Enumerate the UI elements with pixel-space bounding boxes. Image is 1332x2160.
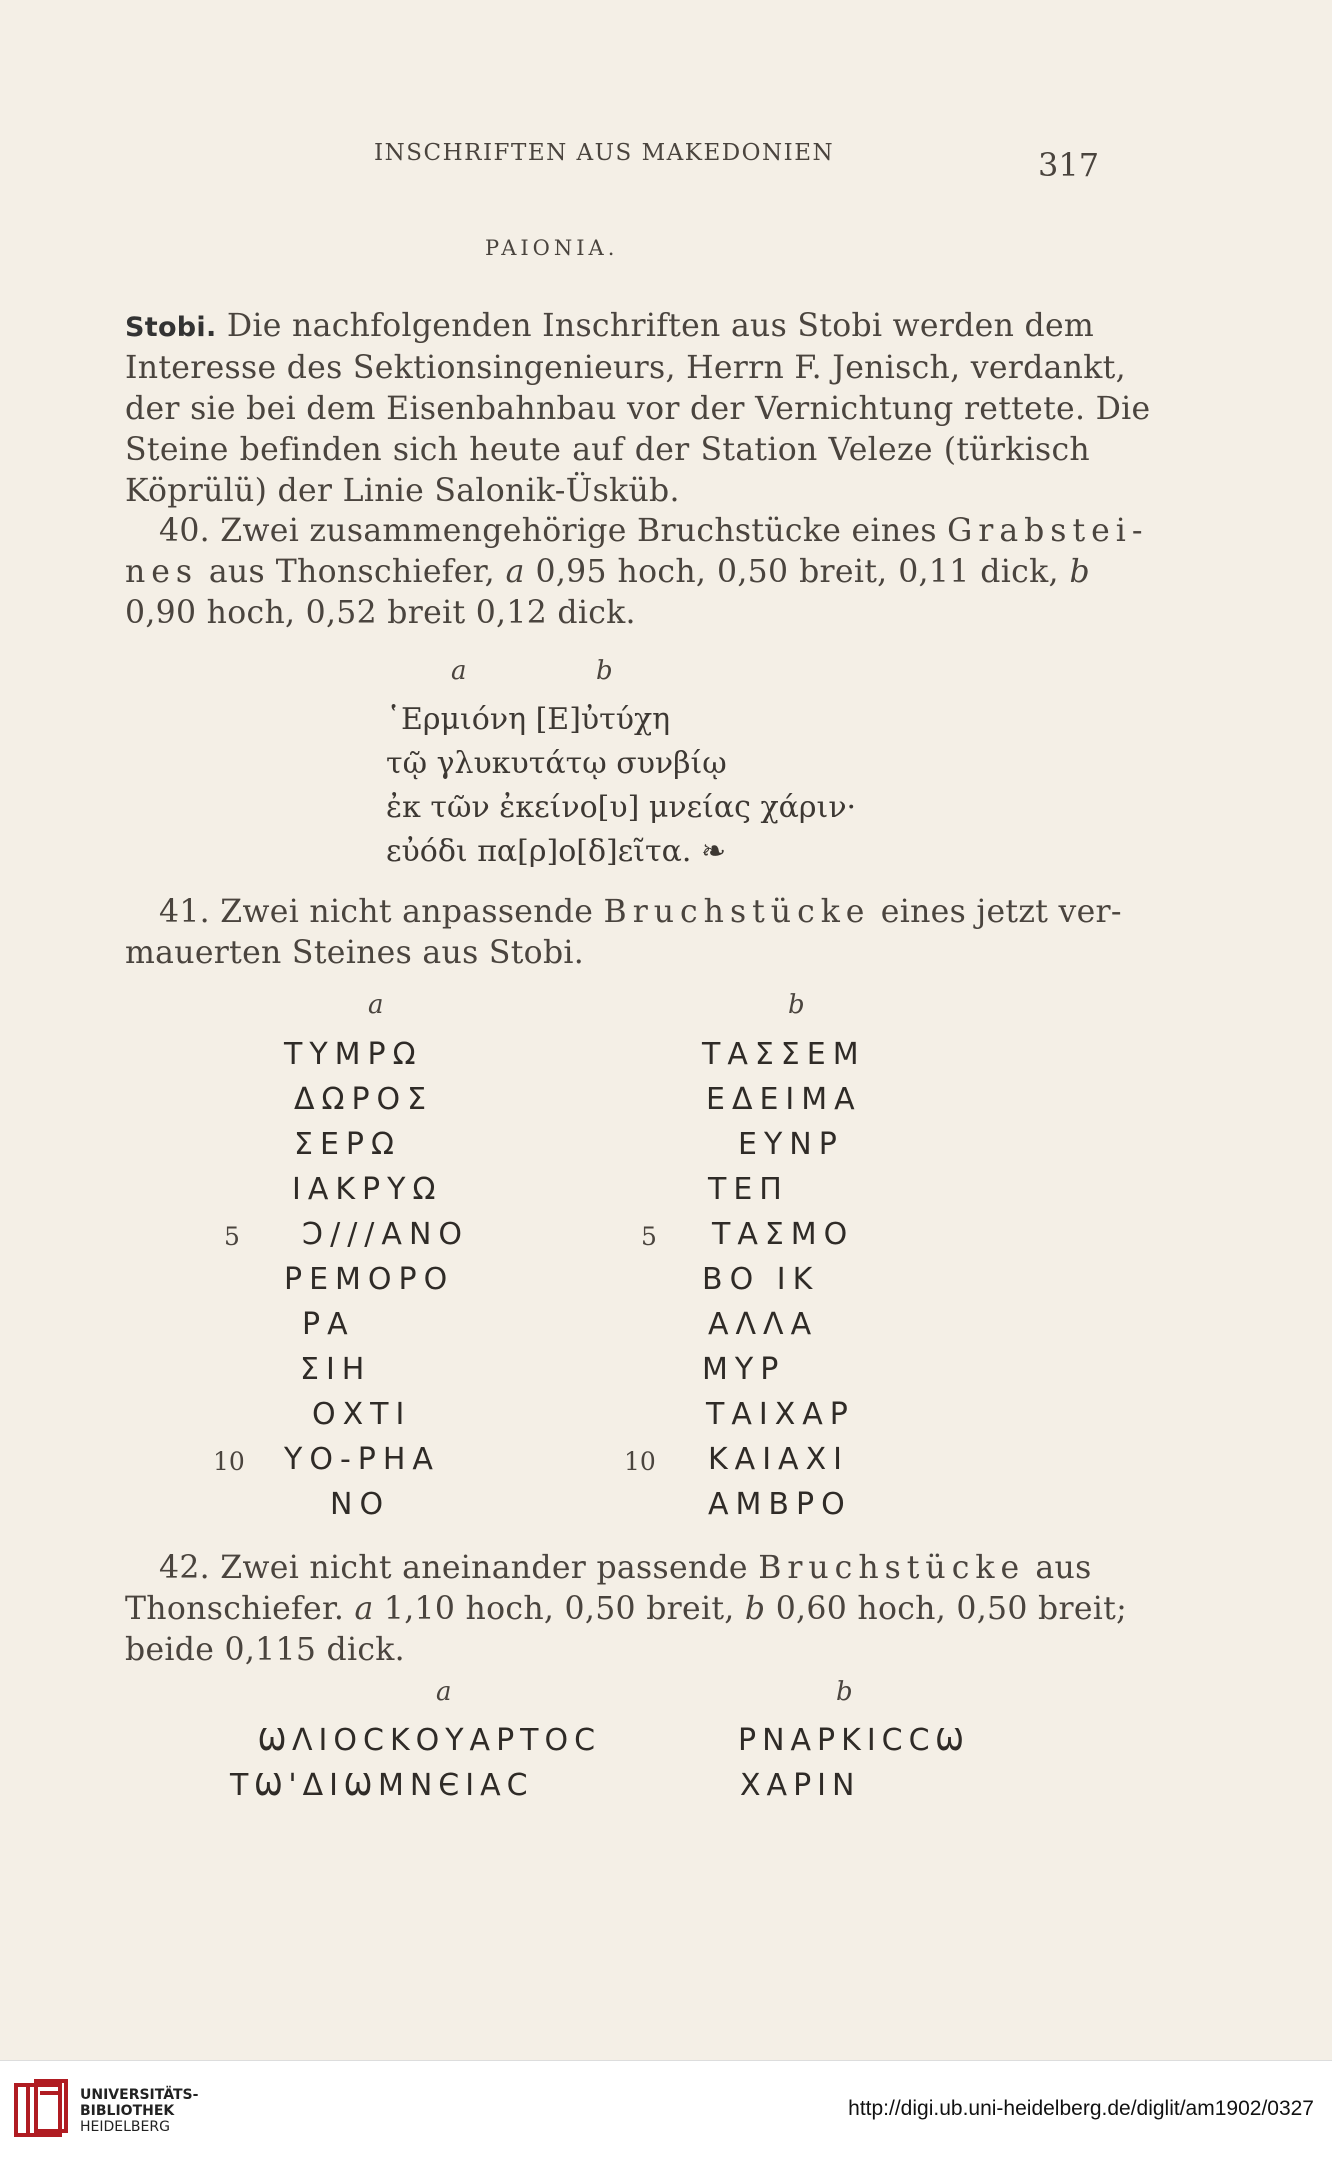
greek-line: ῾Ερμιόνη [Ε]ὐτύχη <box>386 702 671 737</box>
greek-line: εὐόδι πα[ρ]ο[δ]εῖτα. ❧ <box>386 834 727 869</box>
line-number-5a: 5 <box>224 1222 240 1251</box>
item-42-label-b: b <box>836 1677 853 1707</box>
item-41-label-b: b <box>788 990 805 1020</box>
intro-line-3: der sie bei dem Eisenbahnbau vor der Vernichtung rettete. Die <box>125 391 1151 427</box>
line-number-10a: 10 <box>213 1447 245 1476</box>
library-name: UNIVERSITÄTS- BIBLIOTHEK HEIDELBERG <box>80 2087 199 2135</box>
intro-line-1: Stobi. Die nachfolgenden Inschriften aus Stobi werden dem <box>125 308 1095 344</box>
item-42-label-a: a <box>436 1677 452 1707</box>
intro-line-2: Interesse des Sektionsingenieurs, Herrn F. Jenisch, verdankt, <box>125 350 1126 386</box>
item-40-label-b: b <box>596 656 613 686</box>
page-number: 317 <box>1038 146 1100 184</box>
inscription-42a: ѠΛΙΟϹΚΟΥΑΡΤΟϹ ΤѠ'ΔΙѠΜΝЄΙΑϹ <box>230 1723 602 1803</box>
line-number-10b: 10 <box>624 1447 656 1476</box>
intro-line-4: Steine befinden sich heute auf der Station Veleze (türkisch <box>125 432 1090 468</box>
inscription-41a: ΤΥΜΡΩ ΔΩΡΟΣ ΣΕΡΩ ΙΑΚΡΥΩ Ͻ///ΑΝΟ ΡΕΜΟΡΟ ΡΑ ΣΙΗ ΟΧΤΙ ΥΟ-ΡΗΑ ΝΟ <box>284 1037 469 1522</box>
library-footer <box>0 2060 1332 2160</box>
inscription-42b: ΡΝΑΡΚΙϹϹѠ ΧΑΡΙΝ <box>738 1723 970 1803</box>
greek-line: τῷ γλυκυτάτῳ συνβίῳ <box>386 746 727 781</box>
inscription-41b: ΤΑΣΣΕΜ ΕΔΕΙΜΑ ΕΥΝΡ ΤΕΠ ΤΑΣΜΟ ΒΟ ΙΚ ΑΛΛΑ ΜΥΡ ΤΑΙΧΑΡ ΚΑΙΑΧΙ ΑΜΒΡΟ <box>702 1037 866 1522</box>
item-40-paragraph: 40. Zwei zusammengehörige Bruchstücke eines Grabstei- nes aus Thonschiefer, a 0,95 hoch, 0,50 breit, 0,11 dick, b 0,90 hoch, 0,52 breit 0,12 dick. <box>125 513 1149 631</box>
item-40-greek-text <box>386 698 856 874</box>
intro-lead: Stobi. <box>125 312 217 343</box>
line-number-5b: 5 <box>641 1222 657 1251</box>
running-head: INSCHRIFTEN AUS MAKEDONIEN <box>374 140 835 166</box>
item-42-paragraph: 42. Zwei nicht aneinander passende Bruchstücke aus Thonschiefer. a 1,10 hoch, 0,50 breit, b 0,60 hoch, 0,50 breit; beide 0,115 dick. <box>125 1550 1128 1668</box>
intro-line-5: Köprülü) der Linie Salonik-Üsküb. <box>125 473 680 509</box>
item-40-label-a: a <box>451 656 467 686</box>
section-title: PAIONIA. <box>485 236 619 260</box>
source-url-link[interactable]: http://digi.ub.uni-heidelberg.de/diglit/am1902/0327 <box>848 2097 1314 2120</box>
university-library-logo-icon <box>14 2079 72 2141</box>
intro-paragraph <box>125 306 1151 512</box>
greek-line: ἐκ τῶν ἐκείνο[υ] μνείας χάριν· <box>386 790 857 825</box>
item-41-paragraph: 41. Zwei nicht anpassende Bruchstücke eines jetzt ver- mauerten Steines aus Stobi. <box>125 894 1122 971</box>
item-41-label-a: a <box>368 990 384 1020</box>
